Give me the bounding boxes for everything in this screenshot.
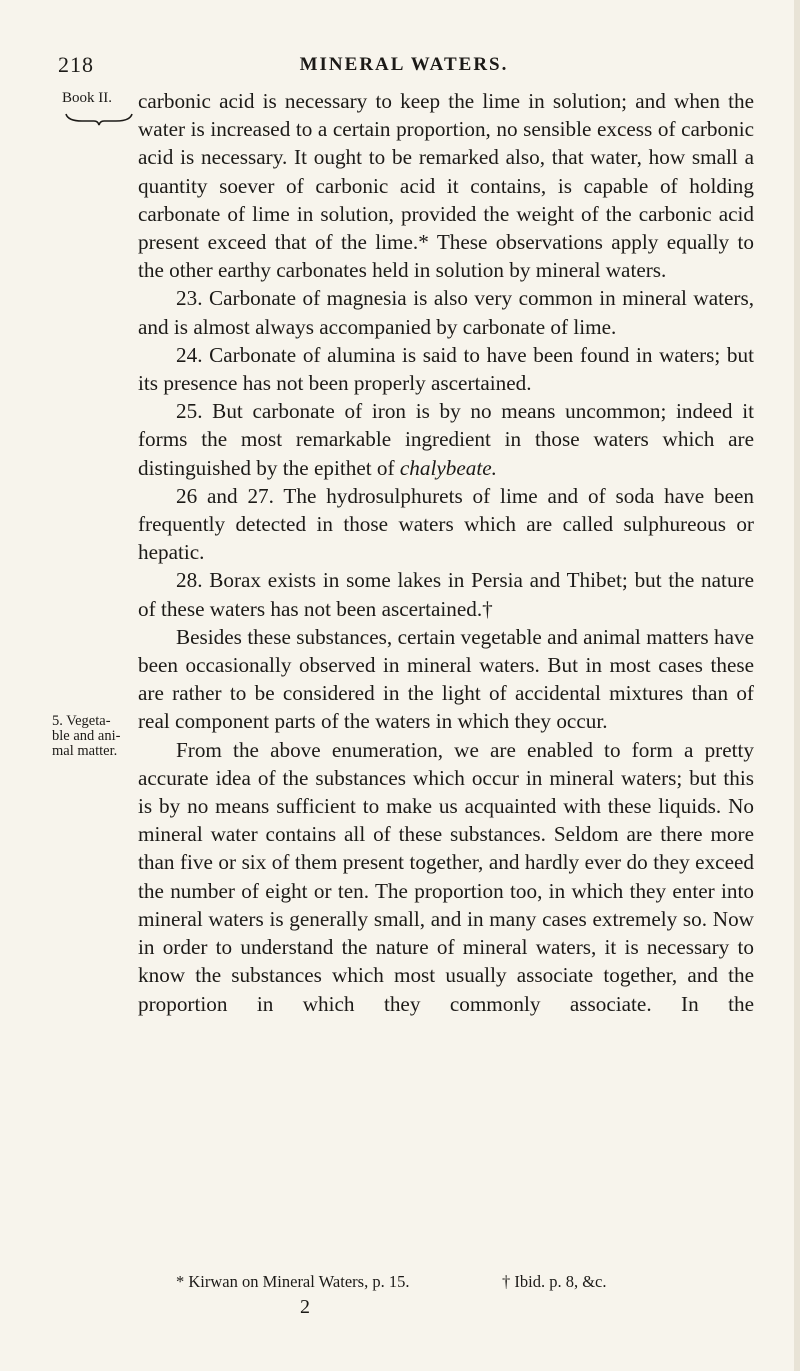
- paragraph-25-text: 25. But carbonate of iron is by no means uncommon; indeed it forms the most remarkable ingredient in those waters which are distinguished by the epithet of: [138, 399, 754, 480]
- paragraph-26-27: 26 and 27. The hydrosulphurets of lime and of soda have been frequently detected in those waters which are called sulphureous or hepatic.: [138, 483, 754, 565]
- page-header: [58, 52, 750, 82]
- paragraph-vegetable-animal: Besides these substances, certain vegetable and animal matters have been occasionally observed in mineral waters. But in most cases these are rather to be considered in the light of accidental mixtures than of real component parts of the waters in which they occur.: [138, 624, 754, 734]
- paragraph-23: 23. Carbonate of magnesia is also very common in mineral waters, and is almost always accompanied by carbonate of lime.: [138, 286, 754, 339]
- sidenote-line: 5. Vegeta-: [52, 713, 111, 729]
- body-text: [138, 87, 754, 1018]
- page-number: 218: [58, 52, 94, 77]
- running-title: MINERAL WATERS.: [299, 54, 509, 75]
- signature-mark: 2: [300, 1296, 310, 1318]
- paragraph-enumeration: From the above enumeration, we are enabled to form a pretty accurate idea of the substances which occur in mineral waters; but this is by no means sufficient to make us acquainted with these liquids. No mineral water contains all of these substances. Seldom are there more than five or six of them present together, and hardly ever do they exceed the number of eight or ten. The proportion too, in which they enter into mineral waters is generally small, and in many cases extremely so. Now in order to understand the nature of mineral waters, it is necessary to know the substances which most usually associate together, and the proportion in which they commonly associate. In the: [138, 737, 754, 1016]
- page-edge: [794, 0, 800, 1371]
- brace-ornament: [64, 112, 134, 126]
- paragraph-28: 28. Borax exists in some lakes in Persia and Thibet; but the nature of these waters has not been ascertained.†: [138, 568, 754, 621]
- paragraph-25: [138, 397, 754, 482]
- chalybeate-term: chalybeate.: [399, 455, 497, 480]
- paragraph-carbonic-acid: carbonic acid is necessary to keep the lime in solution; and when the water is increased to a certain proportion, no sensible excess of carbonic acid is necessary. It ought to be remarked also, that water, how small a quantity soever of carbonic acid it contains, is capable of holding carbonate of lime in solution, provided the weight of the carbonic acid present exceed that of the lime.* These observations apply equally to the other earthy carbonates held in solution by mineral waters.: [138, 89, 754, 283]
- footnote-ibid: † Ibid. p. 8, &c.: [502, 1272, 607, 1291]
- paragraph-24: 24. Carbonate of alumina is said to have been found in waters; but its presence has not been properly ascertained.: [138, 342, 754, 396]
- margin-sidenote: [52, 714, 130, 759]
- sidenote-line: mal matter.: [52, 743, 118, 759]
- footnotes: [138, 1272, 754, 1296]
- sidenote-line: ble and ani-: [52, 728, 121, 744]
- margin-book-label: Book II.: [62, 90, 112, 106]
- footnote-kirwan: * Kirwan on Mineral Waters, p. 15.: [176, 1272, 410, 1291]
